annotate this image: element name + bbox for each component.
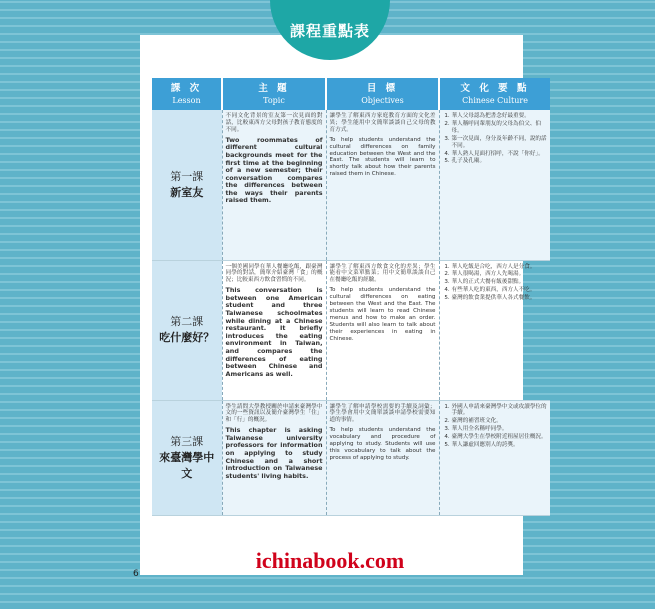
list-item: 2. 臺灣的補習班文化。 (452, 418, 548, 425)
list-item: 5. 孔子及孔廟。 (452, 158, 548, 165)
list-item: 1. 華人父母認為把書念好最重要。 (452, 113, 548, 120)
lesson-cell: 第二課 吃什麼好？ (152, 260, 222, 400)
culture-list (443, 113, 548, 165)
topic-cell: 一個美國同學在華人餐廳吃飯，跟臺灣同學的對話，簡單介紹臺灣「食」的概況；比較東西方飲食習慣的不同。 This conversation is between one American student and three Taiwanese schoolmates while dining at a Chinese restaurant. It briefly introduces the eating environment in Taiwan, and compares the differences of eating between Chinese and Americans as well. (222, 260, 326, 400)
culture-list (443, 404, 548, 449)
header-culture: 文 化 要 點 Chinese Culture (439, 78, 550, 110)
list-item: 3. 華人用全名稱呼同學。 (452, 426, 548, 433)
list-item: 2. 華人很喝湯，西方人先喝湯。 (452, 271, 548, 278)
table-row (152, 400, 550, 515)
watermark: ichinabook.com (255, 548, 405, 573)
list-item: 3. 第一次見面，身分及年齡不同，說的話不同。 (452, 136, 548, 150)
objective-cell: 讓學生了解東西方飲食文化的差異；學生能看中文菜單點菜；用中文簡單談談自己在餐廳吃飯的經驗。 To help students understand the cultural differences on eating between the West and the East. The students will learn to read Chinese menus and how to make an order. Students will also learn to talk about their experiences in eating in Chinese. (326, 260, 439, 400)
list-item: 5. 華人謙虛回應別人的誇獎。 (452, 442, 548, 449)
page-number: 6 (133, 569, 139, 579)
list-item: 5. 臺灣的飲食業提供華人各式餐飲。 (452, 295, 548, 302)
topic-cell: 不同文化背景的室友第一次見面的對話，比較東西方父母對孩子教育態度的不同。 Two roommates of different cultural backgrounds meet for the first time at the beginning of a new semester; their conversation compares the differences between the ways their parents raised them. (222, 110, 326, 260)
list-item: 3. 華人的正式大餐有飯後甜點。 (452, 279, 548, 286)
objective-cell: 讓學生了解申請學校需要的手續及詞彙；學生學會用中文簡單談談申請學校需要知道的事情。 To help students understand the vocabulary and procedure of applying to study. Students will use this vocabulary to talk about the process of applying to study. (326, 400, 439, 515)
list-item: 4. 華人熟人見面打招呼，不說「你好」。 (452, 151, 548, 158)
header-lesson: 課 次 Lesson (152, 78, 222, 110)
lesson-cell: 第一課 新室友 (152, 110, 222, 260)
culture-cell (439, 260, 550, 400)
page-title: 課程重點表 (289, 21, 370, 40)
table-header-row (152, 78, 550, 110)
list-item: 1. 外國人申請來臺灣學中文或攻讀學位的手續。 (452, 404, 548, 418)
topic-cell: 學生請問大學教授關於申請來臺灣學中文的一些資訊以及簡介臺灣學生「住」和「行」的概況。 This chapter is asking Taiwanese university professors for information on applying to study Chinese and a short introduction on Taiwanese students' living habits. (222, 400, 326, 515)
table-row (152, 110, 550, 260)
course-summary-table (152, 78, 550, 516)
culture-cell (439, 110, 550, 260)
header-topic: 主 題 Topic (222, 78, 326, 110)
table-row (152, 260, 550, 400)
culture-cell (439, 400, 550, 515)
list-item: 4. 有些華人吃的東西，西方人不吃。 (452, 287, 548, 294)
list-item: 4. 臺灣大學生在學校附近租屋居住概況。 (452, 434, 548, 441)
objective-cell: 讓學生了解東西方家庭教育方面的文化差異；學生能用中文簡單談談自己父母的教育方式。 To help students understand the cultural differences on family education between the West and the East. The students will learn to shortly talk about how their parents raised them in Chinese. (326, 110, 439, 260)
header-objectives: 目 標 Objectives (326, 78, 439, 110)
lesson-cell: 第三課 來臺灣學中文 (152, 400, 222, 515)
list-item: 1. 華人吃飯是合吃，西方人是分食。 (452, 264, 548, 271)
list-item: 2. 華人稱呼同輩朋友的父母為伯父、伯母。 (452, 121, 548, 135)
culture-list (443, 264, 548, 303)
